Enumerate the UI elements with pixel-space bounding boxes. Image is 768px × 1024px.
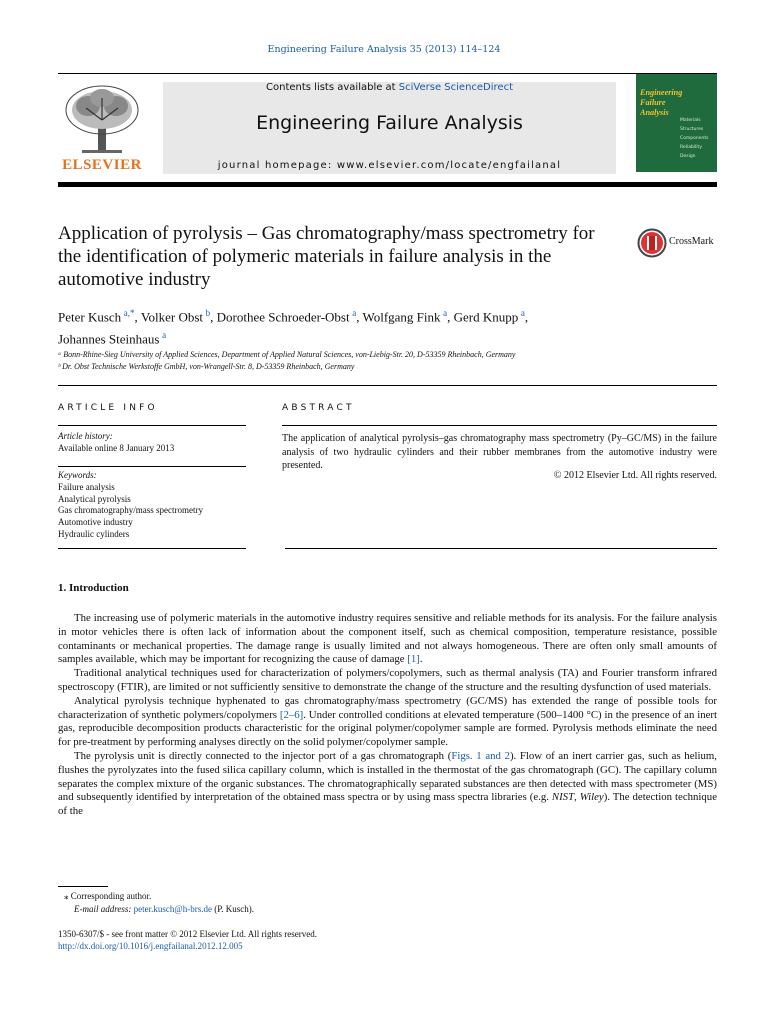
paragraph-text: ). The detection technique of the <box>58 791 717 818</box>
email-link[interactable]: peter.kusch@h-brs.de <box>133 904 212 914</box>
paragraph-text: . <box>419 653 423 666</box>
paragraph-text: The increasing use of polymeric materials in the automotive industry requires sensitive and reliable methods for its analysis. For the failure analysis in motor vehicles there is often lack of information about the component itself, such as chemical composition, temperature resistance, possible contaminants or mechanical properties. The damage range is usually limited and not always homogeneous. There are often only small amounts of samples available, which may be important for recognizing the cause of damage <box>58 612 717 666</box>
sciencedirect-link[interactable]: SciVerse ScienceDirect <box>398 82 513 93</box>
author-list <box>58 304 718 349</box>
introduction-body <box>58 612 717 819</box>
cover-topic: Structures <box>680 127 704 132</box>
doi-link[interactable]: http://dx.doi.org/10.1016/j.engfailanal.2012.12.005 <box>58 941 243 951</box>
abstract-heading: ABSTRACT <box>282 403 355 413</box>
author-affiliation-marker[interactable]: b <box>205 308 211 318</box>
footnote-text: Corresponding author. <box>70 891 152 901</box>
author-affiliation-marker[interactable]: a <box>520 308 525 318</box>
paragraph-text: The pyrolysis unit is directly connected to the injector port of a gas chromatograph ( <box>74 749 452 762</box>
abstract-bottom-rule <box>285 548 717 549</box>
abstract-text: The application of analytical pyrolysis–gas chromatography mass spectrometry (Py–GC/MS) in the failure analysis of two hydraulic cylinders and their rubber membranes from the automotive industry were presented. <box>282 433 717 472</box>
figure-link[interactable]: Figs. 1 and 2 <box>451 749 510 762</box>
journal-banner <box>163 82 616 174</box>
cover-topic: Components <box>680 136 709 141</box>
paragraph <box>58 612 717 667</box>
article-history-value: Available online 8 January 2013 <box>58 443 175 453</box>
journal-citation[interactable]: Engineering Failure Analysis 35 (2013) 114–124 <box>267 44 501 55</box>
author-name: Dorothee Schroeder-Obst <box>216 309 350 325</box>
article-info-rule <box>58 425 246 426</box>
paragraph-text: Analytical pyrolysis technique hyphenated to gas chromatography/mass spectrometry (GC/MS) has extended the range of possible tools for characterization of synthetic polymers/copolymers <box>58 694 717 721</box>
affiliation-a: ᵃ Bonn-Rhine-Sieg University of Applied Sciences, Department of Applied Natural Sciences, von-Liebig-Str. 20, D-53359 Rheinbach, Germany <box>58 350 516 359</box>
email-note <box>74 904 254 914</box>
paragraph <box>58 750 717 819</box>
issn-line: 1350-6307/$ - see front matter © 2012 Elsevier Ltd. All rights reserved. <box>58 929 318 939</box>
abstract-rule <box>282 425 717 426</box>
contents-line <box>163 82 616 93</box>
article-info-bottom-rule <box>58 548 246 549</box>
crossmark-badge[interactable] <box>637 228 727 258</box>
cover-title-line: Analysis <box>640 108 669 117</box>
author-affiliation-marker[interactable]: a <box>162 330 167 341</box>
author-affiliation-marker[interactable]: a <box>352 308 357 318</box>
paragraph-text: . Under controlled conditions at elevated temperature (500–1400 °C) in the presence of an inert gas, reproducible decomposition products characteristic for the original polymer/copolymer sample are formed. Pyrolysis methods eliminate the need for pre-treatment by performing analyses directly on the solid polymer/copolymer sample. <box>58 708 717 749</box>
reference-link[interactable]: [1] <box>407 653 420 666</box>
keyword-list <box>58 482 203 541</box>
affiliation-rule <box>58 385 717 386</box>
author-name: Johannes Steinhaus <box>58 331 160 347</box>
paragraph-text: Wiley <box>579 791 604 804</box>
article-title: Application of pyrolysis – Gas chromatography/mass spectrometry for the identification of polymeric materials in failure analysis in the automotive industry <box>58 223 595 290</box>
journal-name: Engineering Failure Analysis <box>256 112 523 134</box>
contents-prefix: Contents lists available at <box>266 82 396 93</box>
keyword-item: Automotive industry <box>58 517 133 528</box>
cover-title-line: Failure <box>640 98 666 107</box>
journal-homepage[interactable]: journal homepage: www.elsevier.com/locate/engfailanal <box>217 160 562 171</box>
paragraph: Traditional analytical techniques used for characterization of polymers/copolymers, such as thermal analysis (TA) and Fourier transform infrared spectroscopy (FTIR), are limited or not sufficiently sensitive to demonstrate the change of the structure and the resulting dysfunction of used materials. <box>58 667 717 693</box>
keyword-item: Failure analysis <box>58 482 115 492</box>
crossmark-label: CrossMark <box>669 236 714 247</box>
keyword-item: Analytical pyrolysis <box>58 493 131 504</box>
author-affiliation-marker[interactable]: a,* <box>123 308 135 318</box>
paragraph-text: , <box>574 791 580 804</box>
paragraph-text: NIST <box>551 791 575 804</box>
cover-topic-list <box>680 116 708 161</box>
keyword-item: Gas chromatography/mass spectrometry <box>58 505 203 516</box>
header-bottom-rule <box>58 182 717 187</box>
reference-link[interactable]: [2–6] <box>279 708 304 721</box>
author-affiliation-marker[interactable]: a <box>443 308 448 318</box>
author-name: Peter Kusch <box>58 309 122 325</box>
author-separator: , <box>447 309 454 325</box>
article-history-label: Article history: <box>58 431 113 441</box>
author-separator: , <box>356 309 363 325</box>
keyword-item: Hydraulic cylinders <box>58 528 130 539</box>
abstract-copyright: © 2012 Elsevier Ltd. All rights reserved. <box>553 470 717 481</box>
keywords-rule <box>58 466 246 467</box>
author-name: Wolfgang Fink <box>362 309 441 325</box>
paragraph-text: ). Flow of an inert carrier gas, such as helium, flushes the pyrolyzates into the fused silica capillary column, which is installed in the thermostat of the gas chromatograph (GC). The capillary column separates the complex mixture of the organic substances. The chromatographically separated substances are then detected with mass spectrometer (MS) and subsequently identified by interpretation of the obtained mass spectra or by using mass spectra libraries (e.g. <box>58 749 717 804</box>
author-separator: , <box>524 309 529 325</box>
elsevier-wordmark: ELSEVIER <box>62 157 142 173</box>
author-separator: , <box>210 309 217 325</box>
email-suffix: (P. Kusch). <box>214 904 254 914</box>
footnote-rule <box>58 886 108 887</box>
header-top-rule <box>58 73 717 74</box>
author-name: Volker Obst <box>140 309 204 325</box>
footnote-mark: ⁎ <box>64 891 69 901</box>
author-separator: , <box>134 309 141 325</box>
cover-topic: Reliability <box>680 145 702 150</box>
cover-topic: Design <box>680 154 696 159</box>
keywords-label: Keywords: <box>58 470 97 480</box>
crossmark-icon <box>637 228 667 258</box>
cover-title-line: Engineering <box>640 88 683 97</box>
article-info-heading: ARTICLE INFO <box>58 403 158 413</box>
paragraph <box>58 695 717 750</box>
corresponding-author-note <box>64 891 151 902</box>
cover-title <box>640 88 682 118</box>
affiliation-b: ᵇ Dr. Obst Technische Werkstoffe GmbH, von-Wrangell-Str. 8, D-53359 Rheinbach, Germany <box>58 362 355 371</box>
journal-cover-image <box>636 74 717 172</box>
author-name: Gerd Knupp <box>453 309 519 325</box>
email-label: E-mail address: <box>74 904 132 914</box>
cover-topic: Materials <box>680 118 701 123</box>
section-heading-introduction: 1. Introduction <box>58 582 129 594</box>
